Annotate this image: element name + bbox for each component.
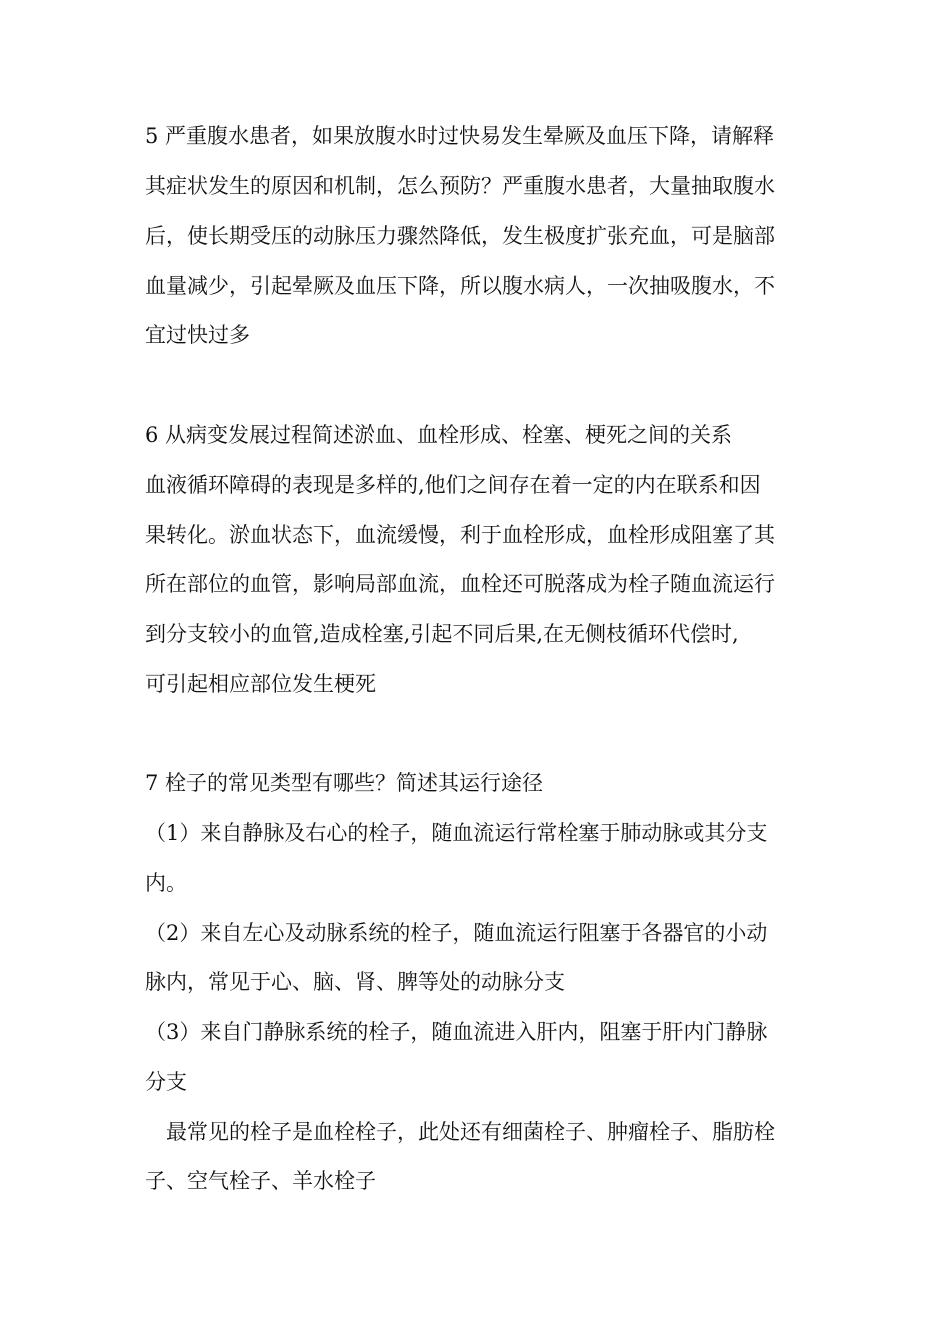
section-5-line-5: 宜过快过多 (145, 323, 250, 347)
section-7-item-2-line-2: 脉内，常见于心、脑、肾、脾等处的动脉分支 (145, 970, 565, 994)
section-7-item-3-line-1: （3）来自门静脉系统的栓子，随血流进入肝内，阻塞于肝内门静脉 (145, 1020, 768, 1044)
section-6-line-6: 可引起相应部位发生梗死 (145, 672, 376, 696)
section-6-line-3: 果转化。淤血状态下，血流缓慢，利于血栓形成，血栓形成阻塞了其 (145, 523, 775, 547)
section-7-item-1-line-2: 内。 (145, 871, 187, 895)
section-6-line-4: 所在部位的血管，影响局部血流，血栓还可脱落成为栓子随血流运行 (145, 572, 775, 596)
section-7-heading: 7 栓子的常见类型有哪些？简述其运行途径 (145, 771, 544, 795)
section-6-line-5: 到分支较小的血管,造成栓塞,引起不同后果,在无侧枝循环代偿时, (145, 622, 739, 646)
section-5-line-4: 血量减少，引起晕厥及血压下降，所以腹水病人，一次抽吸腹水，不 (145, 274, 775, 298)
section-7-summary-line-2: 子、空气栓子、羊水栓子 (145, 1169, 376, 1193)
section-7-summary-line-1: 最常见的栓子是血栓栓子，此处还有细菌栓子、肿瘤栓子、脂肪栓 (166, 1120, 775, 1144)
section-5-line-1: 5 严重腹水患者，如果放腹水时过快易发生晕厥及血压下降，请解释 (145, 124, 775, 148)
section-5-line-2: 其症状发生的原因和机制，怎么预防？严重腹水患者，大量抽取腹水 (145, 174, 775, 198)
section-6-line-2: 血液循环障碍的表现是多样的,他们之间存在着一定的内在联系和因 (145, 473, 761, 497)
section-5-line-3: 后，使长期受压的动脉压力骤然降低，发生极度扩张充血，可是脑部 (145, 224, 775, 248)
section-6-heading: 6 从病变发展过程简述淤血、血栓形成、栓塞、梗死之间的关系 (145, 423, 733, 447)
section-7-item-3-line-2: 分支 (145, 1070, 187, 1094)
section-7-item-1-line-1: （1）来自静脉及右心的栓子，随血流运行常栓塞于肺动脉或其分支 (145, 821, 768, 845)
section-7-item-2-line-1: （2）来自左心及动脉系统的栓子，随血流运行阻塞于各器官的小动 (145, 921, 768, 945)
